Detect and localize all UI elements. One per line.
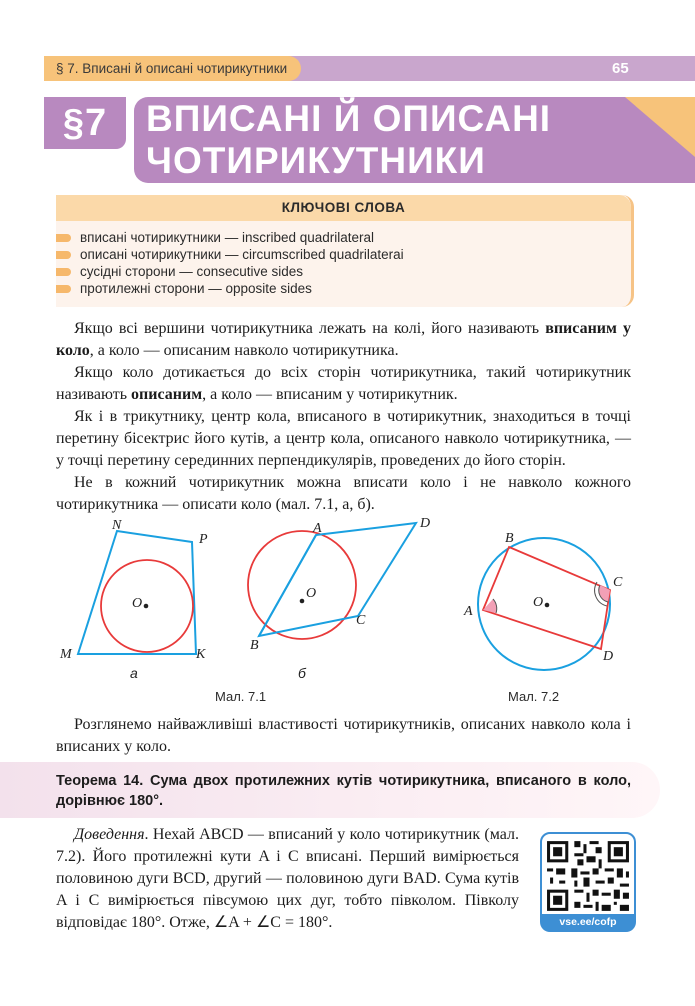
paragraph-circumscribed-definition: Якщо коло дотикається до всіх сторін чотирикутника, такий чотирикутник називають описаним, а коло — вписаним у чотирикутник. (56, 364, 631, 403)
label-n: N (112, 518, 122, 533)
chapter-number: §7 (44, 97, 126, 149)
bullet-marker-icon (56, 251, 71, 259)
label-o: O (533, 595, 544, 610)
figure-7-2 (460, 520, 640, 700)
circumscribed-circle (478, 538, 610, 670)
label-d: D (603, 649, 614, 664)
label-o: O (306, 586, 317, 601)
bullet-marker-icon (56, 268, 71, 276)
theorem-14: Теорема 14. Сума двох протилежних кутів чотирикутника, вписаного в коло, дорівнює 180°. (56, 773, 631, 809)
label-b: B (250, 638, 259, 653)
center-point (300, 599, 305, 604)
label-k: K (196, 647, 206, 662)
label-o: O (132, 596, 143, 611)
keywords-heading: КЛЮЧОВІ СЛОВА (56, 195, 631, 221)
center-point (545, 603, 550, 608)
quadrilateral-abcd (259, 523, 416, 636)
label-p: P (199, 532, 208, 547)
paragraph-centers: Як і в трикутнику, центр кола, вписаного в чотирикутник, знаходиться в точці перетину бісектрис його кутів, а центр кола, описаного навколо чотирикутника, — у точці перетину серединних перпендикулярів, проведених до його сторін. (56, 408, 631, 469)
figure-7-1-caption: Мал. 7.1 (215, 689, 267, 704)
paragraph-inscribed-definition: Якщо всі вершини чотирикутника лежать на колі, його називають вписаним у коло, а коло — описаним навколо чотирикутника. (56, 320, 631, 359)
qr-link-caption[interactable]: vse.ee/cofp (540, 914, 636, 932)
chapter-corner-decoration (625, 97, 695, 183)
keyword-item: протилежні сторони — opposite sides (56, 280, 404, 297)
label-c: C (356, 613, 366, 628)
circumscribed-circle (248, 531, 356, 639)
paragraph-not-every: Не в кожний чотирикутник можна вписати коло і не навколо кожного чотирикутника — описати коло (мал. 7.1, а, б). (56, 474, 631, 513)
bullet-marker-icon (56, 234, 71, 242)
quadrilateral-abcd (483, 547, 610, 649)
keyword-item: сусідні сторони — consecutive sides (56, 263, 404, 280)
running-header-section: § 7. Вписані й описані чотирикутники (44, 56, 301, 81)
label-a: A (313, 521, 322, 536)
bullet-marker-icon (56, 285, 71, 293)
label-c: C (613, 575, 623, 590)
center-point (144, 604, 149, 609)
label-b: B (505, 531, 514, 546)
label-d: D (420, 516, 431, 531)
page-number: 65 (612, 60, 629, 77)
proof-paragraph: Доведення. Нехай ABCD — вписаний у коло чотирикутник (мал. 7.2). Його протилежні кути A і C вписані. Перший вимірюється половиною дуги BCD, другий — половиною дуги BAD. Сума кутів A і C вимірюється півсумою цих дуг, тобто півколом. Півколу відповідає 180°. Отже, ∠A + ∠C = 180°. (56, 826, 519, 931)
keywords-list (56, 229, 404, 297)
label-m: M (60, 647, 72, 662)
chapter-title: ВПИСАНІ Й ОПИСАНІ ЧОТИРИКУТНИКИ (146, 98, 552, 181)
keyword-item: вписані чотирикутники — inscribed quadrilateral (56, 229, 404, 246)
figure-7-1-a (56, 515, 226, 685)
proof-label: Доведення (74, 826, 145, 843)
quadrilateral-mnpk (78, 531, 196, 654)
qr-pattern-icon (544, 837, 632, 915)
label-a: а (130, 665, 138, 681)
figure-7-2-caption: Мал. 7.2 (508, 689, 560, 704)
label-a: A (464, 604, 473, 619)
figure-7-1-b (240, 515, 440, 685)
keyword-item: описані чотирикутники — circumscribed quadrilaterai (56, 246, 404, 263)
paragraph-properties: Розглянемо найважливіші властивості чотирикутників, описаних навколо кола і вписаних у коло. (56, 716, 631, 755)
label-b-caption: б (298, 665, 306, 681)
